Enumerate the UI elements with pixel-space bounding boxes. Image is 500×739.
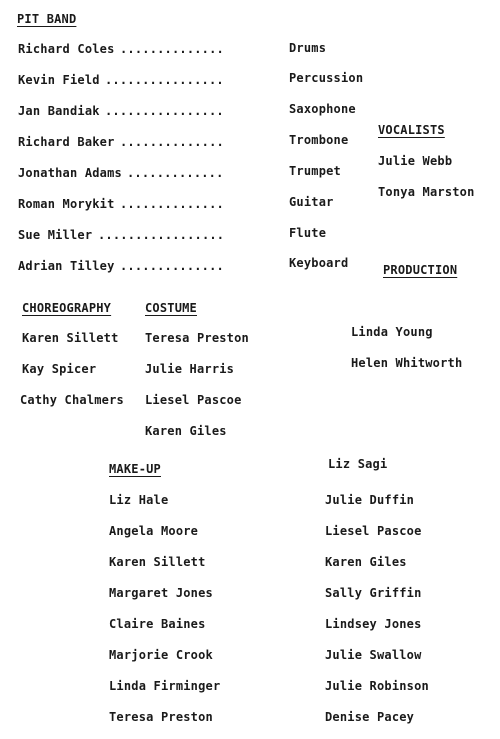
- production-heading: PRODUCTION: [383, 263, 458, 277]
- pit-band-role: Trumpet: [289, 164, 341, 178]
- pit-band-role: Saxophone: [289, 102, 356, 116]
- costume-heading: COSTUME: [145, 301, 197, 315]
- pit-band-name: Kevin Field: [18, 73, 100, 87]
- pit-band-role: Keyboard: [289, 256, 349, 270]
- choreography-heading: CHOREOGRAPHY: [22, 301, 112, 315]
- pit-band-leader: .............: [127, 166, 224, 180]
- choreography-name: Kay Spicer: [22, 362, 97, 376]
- pit-band-name: Sue Miller: [18, 228, 93, 242]
- pit-band-name: Richard Coles: [18, 42, 115, 56]
- vocalist-name: Tonya Marston: [378, 185, 475, 199]
- pit-band-leader: .................: [98, 228, 225, 242]
- makeup-heading: MAKE-UP: [109, 462, 161, 476]
- pit-band-leader: ................: [105, 73, 224, 87]
- makeup-name: Karen Giles: [325, 555, 407, 569]
- makeup-name: Claire Baines: [109, 617, 206, 631]
- pit-band-role: Percussion: [289, 71, 364, 85]
- pit-band-leader: ................: [105, 104, 224, 118]
- pit-band-name: Jonathan Adams: [18, 166, 122, 180]
- pit-band-role: Trombone: [289, 133, 349, 147]
- pit-band-name: Adrian Tilley: [18, 259, 115, 273]
- costume-name: Karen Giles: [145, 424, 227, 438]
- pit-band-leader: ..............: [120, 42, 224, 56]
- costume-name: Julie Harris: [145, 362, 235, 376]
- makeup-name: Teresa Preston: [109, 710, 213, 724]
- pit-band-leader: ..............: [120, 259, 224, 273]
- production-name: Linda Young: [351, 325, 433, 339]
- makeup-name: Margaret Jones: [109, 586, 213, 600]
- pit-band-heading: PIT BAND: [17, 12, 77, 26]
- pit-band-role: Drums: [289, 41, 327, 55]
- choreography-name: Cathy Chalmers: [20, 393, 124, 407]
- costume-name: Liesel Pascoe: [145, 393, 242, 407]
- makeup-name: Angela Moore: [109, 524, 199, 538]
- pit-band-leader: ..............: [120, 197, 224, 211]
- makeup-name: Liz Sagi: [328, 457, 388, 471]
- production-name: Helen Whitworth: [351, 356, 463, 370]
- makeup-name: Julie Duffin: [325, 493, 415, 507]
- makeup-name: Marjorie Crook: [109, 648, 213, 662]
- choreography-name: Karen Sillett: [22, 331, 119, 345]
- pit-band-role: Flute: [289, 226, 327, 240]
- vocalists-heading: VOCALISTS: [378, 123, 445, 137]
- makeup-name: Julie Swallow: [325, 648, 422, 662]
- vocalist-name: Julie Webb: [378, 154, 453, 168]
- pit-band-name: Jan Bandiak: [18, 104, 100, 118]
- pit-band-name: Roman Morykit: [18, 197, 115, 211]
- pit-band-leader: ..............: [120, 135, 224, 149]
- makeup-name: Julie Robinson: [325, 679, 429, 693]
- makeup-name: Lindsey Jones: [325, 617, 422, 631]
- makeup-name: Liz Hale: [109, 493, 169, 507]
- pit-band-name: Richard Baker: [18, 135, 115, 149]
- makeup-name: Linda Firminger: [109, 679, 221, 693]
- pit-band-role: Guitar: [289, 195, 334, 209]
- costume-name: Teresa Preston: [145, 331, 249, 345]
- makeup-name: Denise Pacey: [325, 710, 415, 724]
- makeup-name: Sally Griffin: [325, 586, 422, 600]
- makeup-name: Karen Sillett: [109, 555, 206, 569]
- makeup-name: Liesel Pascoe: [325, 524, 422, 538]
